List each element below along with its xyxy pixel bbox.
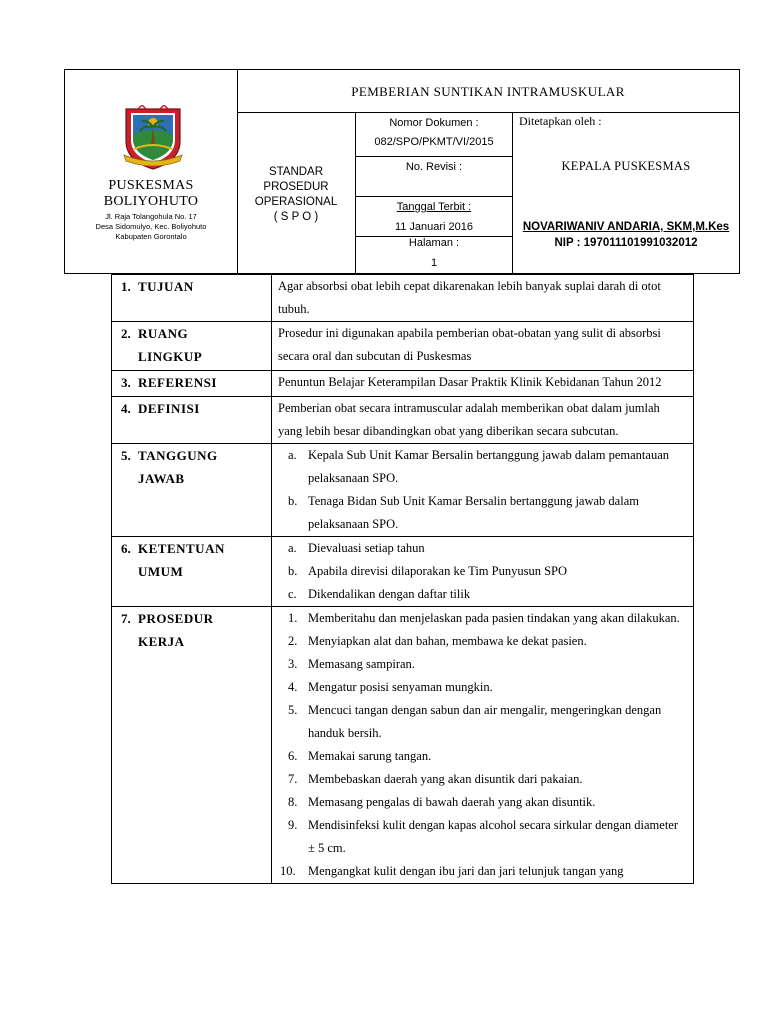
list-item bbox=[278, 653, 687, 676]
list-item-text: Memakai sarung tangan. bbox=[308, 749, 432, 763]
section-row bbox=[112, 397, 694, 444]
revision-row bbox=[356, 157, 512, 197]
list-item-text: Dievaluasi setiap tahun bbox=[308, 541, 425, 555]
list-marker: 6. bbox=[288, 749, 298, 763]
publish-label: Tanggal Terbit : bbox=[396, 201, 472, 213]
page-row bbox=[356, 237, 512, 273]
section-heading-definisi bbox=[112, 397, 272, 444]
spo-line1: STANDAR bbox=[268, 166, 324, 178]
section-heading-prosedur-kerja bbox=[112, 607, 272, 884]
list-item bbox=[278, 860, 687, 883]
list-item-text: Tenaga Bidan Sub Unit Kamar Bersalin bertanggung jawab dalam pelaksanaan SPO. bbox=[308, 494, 639, 531]
spo-line4: ( S P O ) bbox=[273, 211, 319, 223]
spo-label bbox=[237, 165, 355, 225]
organization-address bbox=[65, 212, 237, 242]
list-item bbox=[278, 490, 687, 536]
section-content-tanggung-jawab bbox=[272, 444, 694, 537]
list-marker: 10. bbox=[280, 864, 296, 878]
list-marker: a. bbox=[288, 448, 297, 462]
section-number: 1. bbox=[121, 279, 131, 294]
section-number: 3. bbox=[121, 375, 131, 390]
list-marker: c. bbox=[288, 587, 297, 601]
logo-cell bbox=[65, 70, 238, 273]
section-content-definisi: Pemberian obat secara intramuscular adalah memberikan obat dalam jumlah yang lebih besar dibandingkan obat yang diberikan secara subcutan. bbox=[272, 397, 694, 444]
address-line3: Kabupaten Gorontalo bbox=[115, 232, 187, 241]
list-item bbox=[278, 745, 687, 768]
section-row bbox=[112, 371, 694, 397]
regency-emblem-icon bbox=[120, 105, 186, 171]
list-item bbox=[278, 560, 687, 583]
spo-line3: OPERASIONAL bbox=[254, 196, 338, 208]
list-item bbox=[278, 607, 687, 630]
list-item bbox=[278, 814, 687, 860]
list-item-text: Memasang pengalas di bawah daerah yang akan disuntik. bbox=[308, 795, 596, 809]
approved-by-label: Ditetapkan oleh : bbox=[519, 114, 602, 128]
document-title: PEMBERIAN SUNTIKAN INTRAMUSKULAR bbox=[237, 70, 739, 113]
list-item bbox=[278, 583, 687, 606]
list-item bbox=[278, 768, 687, 791]
approver-name: NOVARIWANIV ANDARIA, SKM,M.Kes bbox=[522, 221, 730, 233]
section-heading-tanggung-jawab bbox=[112, 444, 272, 537]
section-content-referensi: Penuntun Belajar Keterampilan Dasar Praktik Klinik Kebidanan Tahun 2012 bbox=[272, 371, 694, 397]
section-heading-tujuan bbox=[112, 275, 272, 322]
section-title: PROSEDUR KERJA bbox=[138, 611, 214, 649]
list-item-text: Memasang sampiran. bbox=[308, 657, 415, 671]
list-marker: b. bbox=[288, 494, 298, 508]
list-item bbox=[278, 791, 687, 814]
section-number: 4. bbox=[121, 401, 131, 416]
section-title: TANGGUNG JAWAB bbox=[138, 448, 218, 486]
section-heading-ketentuan-umum bbox=[112, 537, 272, 607]
list-item bbox=[278, 630, 687, 653]
list-marker: 5. bbox=[288, 703, 298, 717]
section-content-ketentuan-umum bbox=[272, 537, 694, 607]
list-item-text: Dikendalikan dengan daftar tilik bbox=[308, 587, 471, 601]
list-item-text: Mencuci tangan dengan sabun dan air mengalir, mengeringkan dengan handuk bersih. bbox=[308, 703, 662, 740]
list-item bbox=[278, 537, 687, 560]
publish-value: 11 Januari 2016 bbox=[394, 221, 474, 233]
spo-cell bbox=[237, 113, 356, 273]
approval-cell bbox=[513, 113, 739, 273]
section-title: DEFINISI bbox=[138, 401, 200, 416]
page-label: Halaman : bbox=[408, 237, 460, 249]
list-item bbox=[278, 676, 687, 699]
list-marker: 1. bbox=[288, 611, 298, 625]
revision-label: No. Revisi : bbox=[405, 161, 463, 173]
spo-content-table bbox=[111, 274, 694, 884]
approver-nip: NIP : 197011101991032012 bbox=[554, 237, 698, 249]
list-marker: 9. bbox=[288, 818, 298, 832]
organization-name-line1: PUSKESMAS bbox=[108, 178, 194, 193]
address-line1: Jl. Raja Tolangohula No. 17 bbox=[105, 212, 197, 221]
section-title: TUJUAN bbox=[138, 279, 194, 294]
section-row bbox=[112, 444, 694, 537]
section-content-tujuan: Agar absorbsi obat lebih cepat dikarenakan lebih banyak suplai darah di otot tubuh. bbox=[272, 275, 694, 322]
section-title: REFERENSI bbox=[138, 375, 217, 390]
section-content-prosedur-kerja bbox=[272, 607, 694, 884]
list-item-text: Apabila direvisi dilaporakan ke Tim Punyusun SPO bbox=[308, 564, 568, 578]
list-item-text: Memberitahu dan menjelaskan pada pasien tindakan yang akan dilakukan. bbox=[308, 611, 680, 625]
list-marker: 2. bbox=[288, 634, 298, 648]
list-item bbox=[278, 444, 687, 490]
section-heading-ruang-lingkup bbox=[112, 322, 272, 371]
section-number: 5. bbox=[121, 448, 131, 463]
list-marker: 7. bbox=[288, 772, 298, 786]
section-number: 7. bbox=[121, 611, 131, 626]
list-marker: 8. bbox=[288, 795, 298, 809]
publish-row bbox=[356, 197, 512, 237]
list-item-text: Menyiapkan alat dan bahan, membawa ke dekat pasien. bbox=[308, 634, 587, 648]
list-item bbox=[278, 699, 687, 745]
list-marker: 3. bbox=[288, 657, 298, 671]
list-marker: b. bbox=[288, 564, 298, 578]
list-item-text: Kepala Sub Unit Kamar Bersalin bertanggung jawab dalam pemantauan pelaksanaan SPO. bbox=[308, 448, 669, 485]
address-line2: Desa Sidomulyo, Kec. Boliyohuto bbox=[95, 222, 207, 231]
list-item-text: Membebaskan daerah yang akan disuntik dari pakaian. bbox=[308, 772, 583, 786]
doc-number-value: 082/SPO/PKMT/VI/2015 bbox=[374, 136, 494, 148]
list-item-text: Mengatur posisi senyaman mungkin. bbox=[308, 680, 493, 694]
section-number: 2. bbox=[121, 326, 131, 341]
list-marker: 4. bbox=[288, 680, 298, 694]
organization-name-line2: BOLIYOHUTO bbox=[103, 194, 199, 209]
section-title: KETENTUAN UMUM bbox=[138, 541, 225, 579]
doc-number-row bbox=[356, 113, 512, 157]
section-number: 6. bbox=[121, 541, 131, 556]
approver-title: KEPALA PUSKESMAS bbox=[561, 159, 691, 173]
section-row bbox=[112, 322, 694, 371]
document-meta bbox=[356, 113, 513, 273]
section-row bbox=[112, 537, 694, 607]
page-value: 1 bbox=[430, 257, 438, 269]
spo-line2: PROSEDUR bbox=[263, 181, 329, 193]
section-row bbox=[112, 275, 694, 322]
section-heading-referensi bbox=[112, 371, 272, 397]
section-title: RUANG LINGKUP bbox=[138, 326, 203, 364]
section-row bbox=[112, 607, 694, 884]
doc-number-label: Nomor Dokumen : bbox=[389, 117, 479, 129]
organization-name bbox=[65, 178, 237, 210]
list-marker: a. bbox=[288, 541, 297, 555]
section-content-ruang-lingkup: Prosedur ini digunakan apabila pemberian obat-obatan yang sulit di absorbsi secara oral dan subcutan di Puskesmas bbox=[272, 322, 694, 371]
list-item-text: Mengangkat kulit dengan ibu jari dan jari telunjuk tangan yang bbox=[308, 864, 624, 878]
document-header bbox=[64, 69, 740, 274]
list-item-text: Mendisinfeksi kulit dengan kapas alcohol secara sirkular dengan diameter ± 5 cm. bbox=[308, 818, 679, 855]
